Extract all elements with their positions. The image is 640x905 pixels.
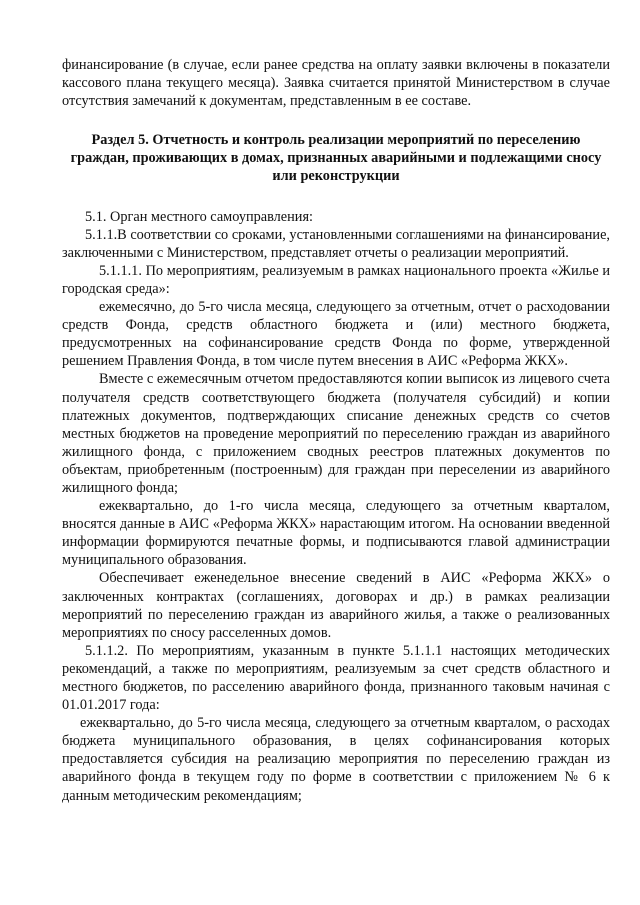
paragraph-quarterly-expenses: ежеквартально, до 5-го числа месяца, следующего за отчетным кварталом, о расходах бюджета муниципального образования, в целях софинансирования которых предоставляется субсидия на реализацию мероприятия по переселению граждан из аварийного фонда в текущем году по форме в соответствии с приложением № 6 к данным методическим рекомендациям; [62, 715, 610, 804]
paragraph-5-1-1: 5.1.1.В соответствии со сроками, установленными соглашениями на финансирование, заключенными с Министерством, представляет отчеты о реализации мероприятий. [62, 226, 610, 261]
paragraph-weekly-input: Обеспечивает еженедельное внесение сведений в АИС «Реформа ЖКХ» о заключенных контрактах (соглашениях, договорах и др.) в рамках реализации мероприятий по переселению граждан из аварийного жилья, а также о реализованных мероприятиях по сносу расселенных домов. [62, 570, 610, 641]
intro-paragraph: финансирование (в случае, если ранее средства на оплату заявки включены в показатели кассового плана текущего месяца). Заявка считается принятой Министерством в случае отсутствия замечаний к документам, представленным в ее составе. [62, 57, 610, 110]
section-heading: Раздел 5. Отчетность и контроль реализации мероприятий по переселению граждан, проживающих в домах, признанных аварийными и подлежащими сносу или реконструкции [70, 132, 602, 185]
paragraph-statement-copies: Вместе с ежемесячным отчетом предоставляются копии выписок из лицевого счета получателя средств соответствующего бюджета (получателя субсидий) и копии платежных документов, подтверждающих списание денежных средств со счетов местных бюджетов на проведение мероприятий по переселению граждан из аварийного жилищного фонда, с приложением сводных реестров платежных документов по объектам, приобретенным (построенным) для граждан при переселении из аварийного жилищного фонда; [62, 371, 610, 496]
paragraph-5-1-1-1: 5.1.1.1. По мероприятиям, реализуемым в рамках национального проекта «Жилье и городская среда»: [62, 262, 610, 297]
paragraph-monthly-report: ежемесячно, до 5-го числа месяца, следующего за отчетным, отчет о расходовании средств Фонда, средств областного бюджета и (или) местного бюджета, предусмотренных на софинансирование средств Фонда по форме, утвержденной решением Правления Фонда, в том числе путем внесения в АИС «Реформа ЖКХ». [62, 299, 610, 370]
paragraph-5-1-1-2: 5.1.1.2. По мероприятиям, указанным в пункте 5.1.1.1 настоящих методических рекомендаций, а также по мероприятиям, реализуемым за счет средств областного и местного бюджетов, по расселению аварийного фонда, признанного таковым начиная с 01.01.2017 года: [62, 642, 610, 714]
paragraph-quarterly-data: ежеквартально, до 1-го числа месяца, следующего за отчетным кварталом, вносятся данные в АИС «Реформа ЖКХ» нарастающим итогом. На основании введенной информации формируются печатные формы, и подписываются главой администрации муниципального образования. [62, 498, 610, 569]
document-page [62, 56, 610, 805]
paragraph-5-1: 5.1. Орган местного самоуправления: [85, 208, 314, 225]
